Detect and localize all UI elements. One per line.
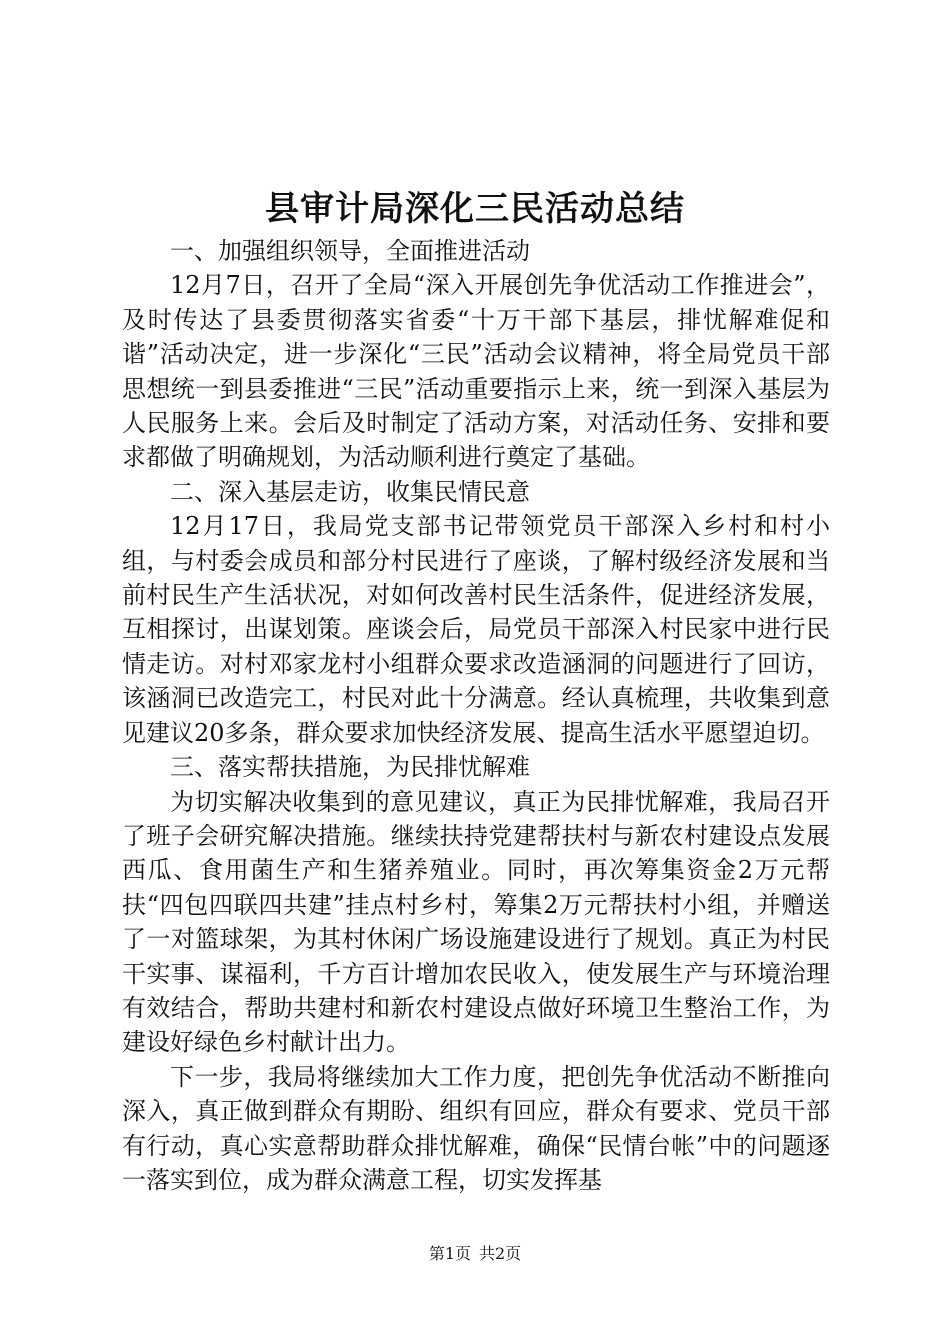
paragraph-1: 12月7日，召开了全局“深入开展创先争优活动工作推进会”，及时传达了县委贯彻落实省委“十万干部下基层，排忧解难促和谐”活动决定，进一步深化“三民”活动会议精神，将全局党员干部思想统一到县委推进“三民”活动重要指示上来，统一到深入基层为人民服务上来。会后及时制定了活动方案，对活动任务、安排和要求都做了明确规划，为活动顺利进行奠定了基础。 xyxy=(122,271,830,472)
paragraph-3: 为切实解决收集到的意见建议，真正为民排忧解难，我局召开了班子会研究解决措施。继续扶持党建帮扶村与新农村建设点发展西瓜、食用菌生产和生猪养殖业。同时，再次筹集资金2万元帮扶“四包四联四共建”挂点村乡村，筹集2万元帮扶村小组，并赠送了一对篮球架，为其村休闲广场设施建设进行了规划。真正为村民干实事、谋福利，千方百计增加农民收入，使发展生产与环境治理有效结合，帮助共建村和新农村建设点做好环境卫生整治工作，为建设好绿色乡村献计出力。 xyxy=(122,787,830,1057)
section-heading-1: 一、加强组织领导，全面推进活动 xyxy=(170,237,530,265)
page-number: 第1页 xyxy=(428,1244,471,1263)
page-total: 共2页 xyxy=(479,1244,522,1263)
paragraph-4: 下一步，我局将继续加大工作力度，把创先争优活动不断推向深入，真正做到群众有期盼、组织有回应，群众有要求、党员干部有行动，真心实意帮助群众排忧解难，确保“民情台帐”中的问题逐一落实到位，成为群众满意工程，切实发挥基 xyxy=(122,1062,830,1194)
document-title: 县审计局深化三民活动总结 xyxy=(265,189,685,229)
paragraph-2: 12月17日，我局党支部书记带领党员干部深入乡村和村小组，与村委会成员和部分村民进行了座谈，了解村级经济发展和当前村民生产生活状况，对如何改善村民生活条件，促进经济发展，互相探讨，出谋划策。座谈会后，局党员干部深入村民家中进行民情走访。对村邓家龙村小组群众要求改造涵洞的问题进行了回访，该涵洞已改造完工，村民对此十分满意。经认真梳理，共收集到意见建议20多条，群众要求加快经济发展、提高生活水平愿望迫切。 xyxy=(122,512,830,747)
page-footer xyxy=(0,1243,950,1265)
document-body xyxy=(122,234,830,1197)
section-heading-3: 三、落实帮扶措施，为民排忧解难 xyxy=(170,753,530,782)
section-heading-2: 二、深入基层走访，收集民情民意 xyxy=(170,477,530,506)
